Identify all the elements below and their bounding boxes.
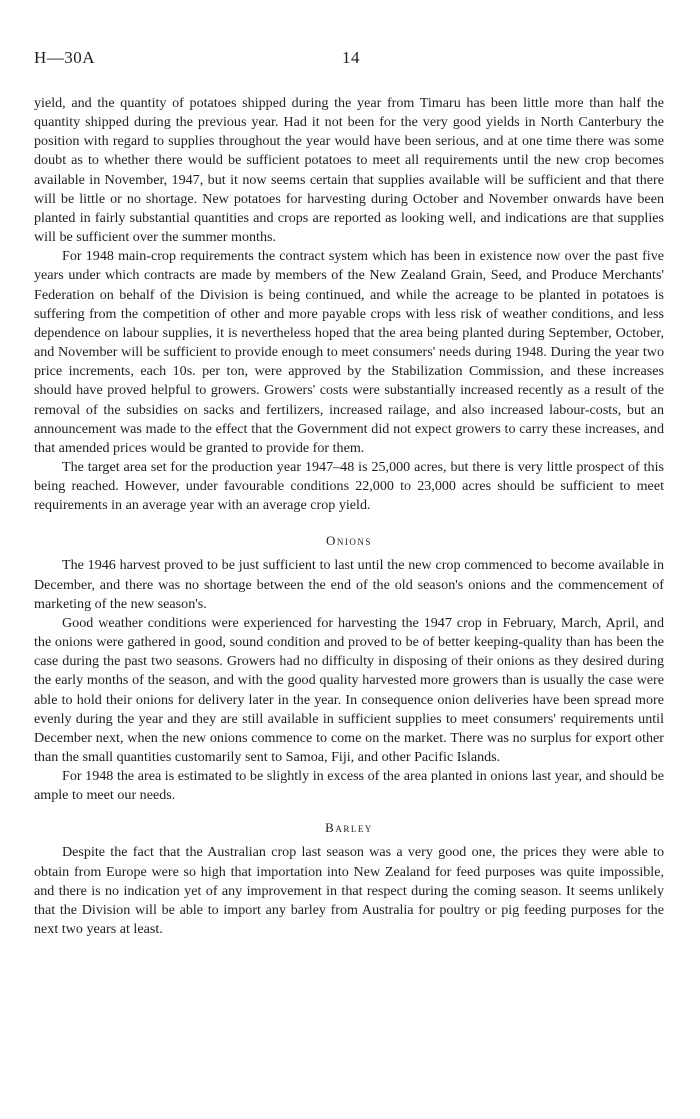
potatoes-section bbox=[34, 94, 664, 515]
paragraph: The 1946 harvest proved to be just sufficient to last until the new crop commenced to become available in December, and there was no shortage between the end of the old season's onions and the commencement of marketing of the new season's. bbox=[34, 557, 664, 612]
document-reference: H—30A bbox=[34, 48, 96, 67]
paragraph: The target area set for the production year 1947–48 is 25,000 acres, but there is very little prospect of this being reached. However, under favourable conditions 22,000 to 23,000 acres should be sufficient to meet requirements in an average year with an average crop yield. bbox=[34, 458, 664, 514]
document-page bbox=[34, 48, 664, 939]
paragraph: yield, and the quantity of potatoes shipped during the year from Timaru has been little more than half the quantity shipped during the previous year. Had it not been for the very good yields in North Canterbury the position with regard to supplies throughout the year would have been serious, and at one time there was some doubt as to whether there would be sufficient potatoes to meet all requirements until the new crop becomes available in November, 1947, but it now seems certain that supplies available will be sufficient and that there will be little or no shortage. New potatoes for harvesting during October and November onwards have been planted in fairly substantial quantities and crops are reported as looking well, and indications are that supplies will be sufficient over the summer months. bbox=[34, 95, 664, 246]
paragraph: For 1948 main-crop requirements the contract system which has been in existence now over the past five years under which contracts are made by members of the New Zealand Grain, Seed, and Produce Merchants' Federation on behalf of the Division is being continued, and while the acreage to be planted in potatoes is suffering from the competition of other and more payable crops with less risk of weather conditions, and less dependence on labour supplies, it is nevertheless hoped that the area being planted during September, October, and November will be sufficient to provide enough to meet consumers' needs during 1948. During the year two price increments, each 10s. per ton, were approved by the Stabilization Commission, and these increases should have proved helpful to growers. Growers' costs were substantially increased recently as a result of the removal of the subsidies on sacks and fertilizers, increased railage, and also increased labour-costs, but an announcement was made to the effect that the Government did not expect growers to carry these increases, and that amended prices would be granted to provide for them. bbox=[34, 248, 664, 456]
paragraph: Despite the fact that the Australian crop last season was a very good one, the prices they were able to obtain from Europe were so high that importation into New Zealand for feed purposes was quite impossible, and there is no indication yet of any improvement in that respect during the coming season. It seems unlikely that the Division will be able to import any barley from Australia for poultry or pig feeding purposes for the next two years at least. bbox=[34, 844, 664, 938]
page-header bbox=[34, 48, 664, 76]
page-number: 14 bbox=[342, 48, 360, 67]
paragraph: Good weather conditions were experienced for harvesting the 1947 crop in February, March, April, and the onions were gathered in good, sound condition and proved to be of better keeping-quality than has been the case during the past two seasons. Growers had no difficulty in disposing of their onions as they desired during the early months of the season, and with the good quality harvested more growers than is usually the case were able to hold their onions for delivery later in the year. In consequence onion deliveries have been spread more evenly during the year and they are still available in sufficient supplies to meet consumers' requirements until December next, when the new onions commence to come on the market. There was no surplus for export other than the small quantities customarily sent to Samoa, Fiji, and other Pacific Islands. bbox=[34, 614, 664, 765]
paragraph: For 1948 the area is estimated to be slightly in excess of the area planted in onions last year, and should be ample to meet our needs. bbox=[34, 768, 664, 804]
barley-section bbox=[34, 843, 664, 939]
section-heading-barley: Barley bbox=[325, 820, 373, 836]
onions-section bbox=[34, 556, 664, 805]
section-heading-onions: Onions bbox=[326, 533, 372, 549]
